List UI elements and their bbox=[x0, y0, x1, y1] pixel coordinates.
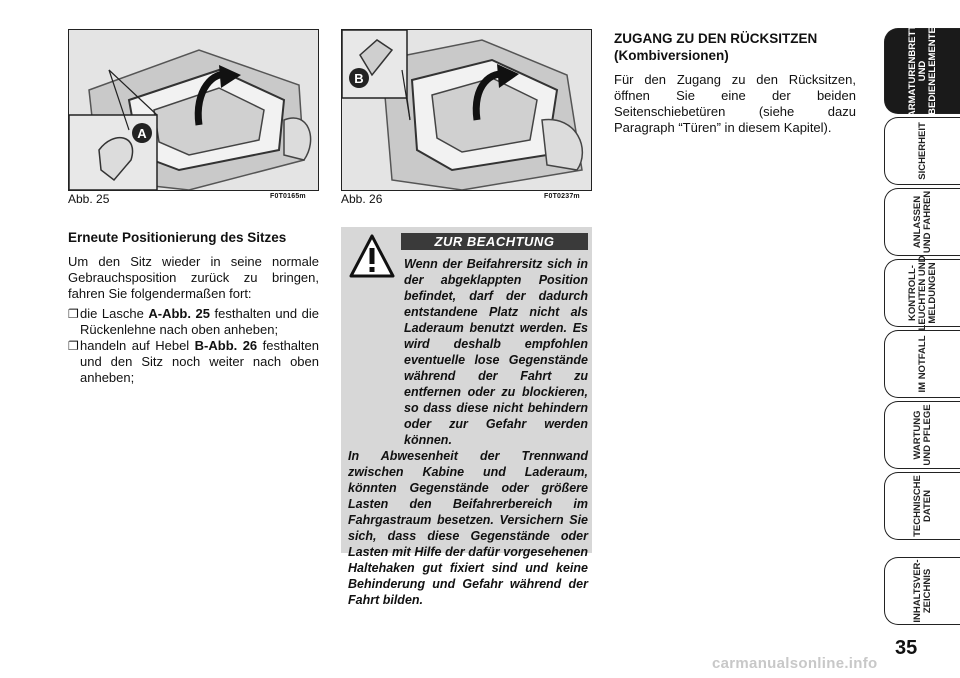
tab-label: INHALTSVER- ZEICHNIS bbox=[911, 559, 933, 623]
tab-sicherheit[interactable] bbox=[884, 117, 960, 185]
tab-wartung[interactable] bbox=[884, 401, 960, 469]
tab-anlassen[interactable] bbox=[884, 188, 960, 256]
right-column bbox=[614, 30, 856, 140]
page-number: 35 bbox=[895, 637, 918, 659]
tab-label: IM NOTFALL bbox=[916, 335, 928, 393]
tab-technische-daten[interactable] bbox=[884, 472, 960, 540]
tab-label: TECHNISCHE DATEN bbox=[911, 475, 933, 537]
figure-reference: B-Abb. 26 bbox=[194, 338, 258, 353]
figure-25-caption: Abb. 25 bbox=[68, 192, 110, 206]
figure-reference: A-Abb. 25 bbox=[148, 306, 210, 321]
bullet-text: handeln auf Hebel bbox=[80, 338, 195, 353]
warning-box bbox=[341, 227, 592, 607]
list-item bbox=[68, 338, 319, 386]
warning-text bbox=[348, 256, 588, 608]
marker-a-label: A bbox=[137, 126, 147, 141]
tab-label: KONTROLL- LEUCHTEN UND MELDUNGEN bbox=[906, 255, 938, 331]
list-item bbox=[68, 306, 319, 338]
bullet-text: festhalten und den Sitz noch weiter nach oben anheben; bbox=[80, 338, 319, 385]
tab-label: ANLASSEN UND FAHREN bbox=[911, 190, 933, 254]
watermark: carmanualsonline.info bbox=[712, 655, 878, 672]
warning-paragraph-2: In Abwesenheit der Trennwand zwischen Kabine und Laderaum, könnten Gegenstände oder größere Lasten den Beifahrerbereich im Fahrgastraum besetzen. Versichern Sie sich, dass diese Gegenstände oder Lasten mit Hilfe der dafür vorgesehenen Haltehaken gut fixiert sind und keine Behinderung und Gefahr während der Fahrt bilden. bbox=[348, 449, 588, 607]
bullet-text: festhalten und die Rückenlehne nach oben anheben; bbox=[80, 306, 320, 337]
figure-26-caption: Abb. 26 bbox=[341, 192, 383, 206]
tab-armaturenbrett[interactable] bbox=[884, 24, 960, 118]
figure-26-code: F0T0237m bbox=[544, 193, 580, 200]
marker-b-label: B bbox=[354, 71, 364, 86]
tab-label: ARMATURENBRETT UND BEDIENELEMENTE bbox=[906, 24, 938, 118]
section-heading: Erneute Positionierung des Sitzes bbox=[68, 230, 287, 245]
checkbox-bullet-icon: ❐ bbox=[68, 307, 79, 321]
figure-26-illustration bbox=[341, 29, 592, 191]
bullet-text: die Lasche bbox=[80, 306, 149, 321]
warning-paragraph-1: Wenn der Beifahrersitz sich in der abgeklappten Position befindet, darf der dadurch entstandene Platz nicht als Laderaum benutzt werden. Es wird deshalb empfohlen eventuelle lose Gegenstände während der Fahrt zu entfernen oder zu blockieren, so dass diese nicht behindern oder zur Gefahr werden können. bbox=[404, 257, 588, 447]
access-paragraph: Für den Zugang zu den Rücksitzen, öffnen Sie eine der beiden Seitenschiebetüren (siehe dazu Paragraph “Türen” in diesem Kapitel). bbox=[614, 72, 856, 135]
tab-kontrollleuchten[interactable] bbox=[884, 255, 960, 331]
left-column bbox=[68, 230, 319, 386]
section-subheading: (Kombiversionen) bbox=[614, 48, 729, 63]
section-heading: ZUGANG ZU DEN RÜCKSITZEN bbox=[614, 31, 818, 46]
figure-25-illustration bbox=[68, 29, 319, 191]
warning-banner: ZUR BEACHTUNG bbox=[401, 233, 588, 250]
tab-im-notfall[interactable] bbox=[884, 330, 960, 398]
tab-label: WARTUNG UND PFLEGE bbox=[911, 404, 933, 466]
tab-inhaltsverzeichnis[interactable] bbox=[884, 557, 960, 625]
intro-paragraph: Um den Sitz wieder in seine normale Gebrauchsposition zurück zu bringen, fahren Sie folgendermaßen fort: bbox=[68, 254, 319, 301]
figure-25-code: F0T0165m bbox=[270, 193, 306, 200]
tab-label: SICHERHEIT bbox=[916, 122, 928, 180]
checkbox-bullet-icon: ❐ bbox=[68, 339, 79, 353]
